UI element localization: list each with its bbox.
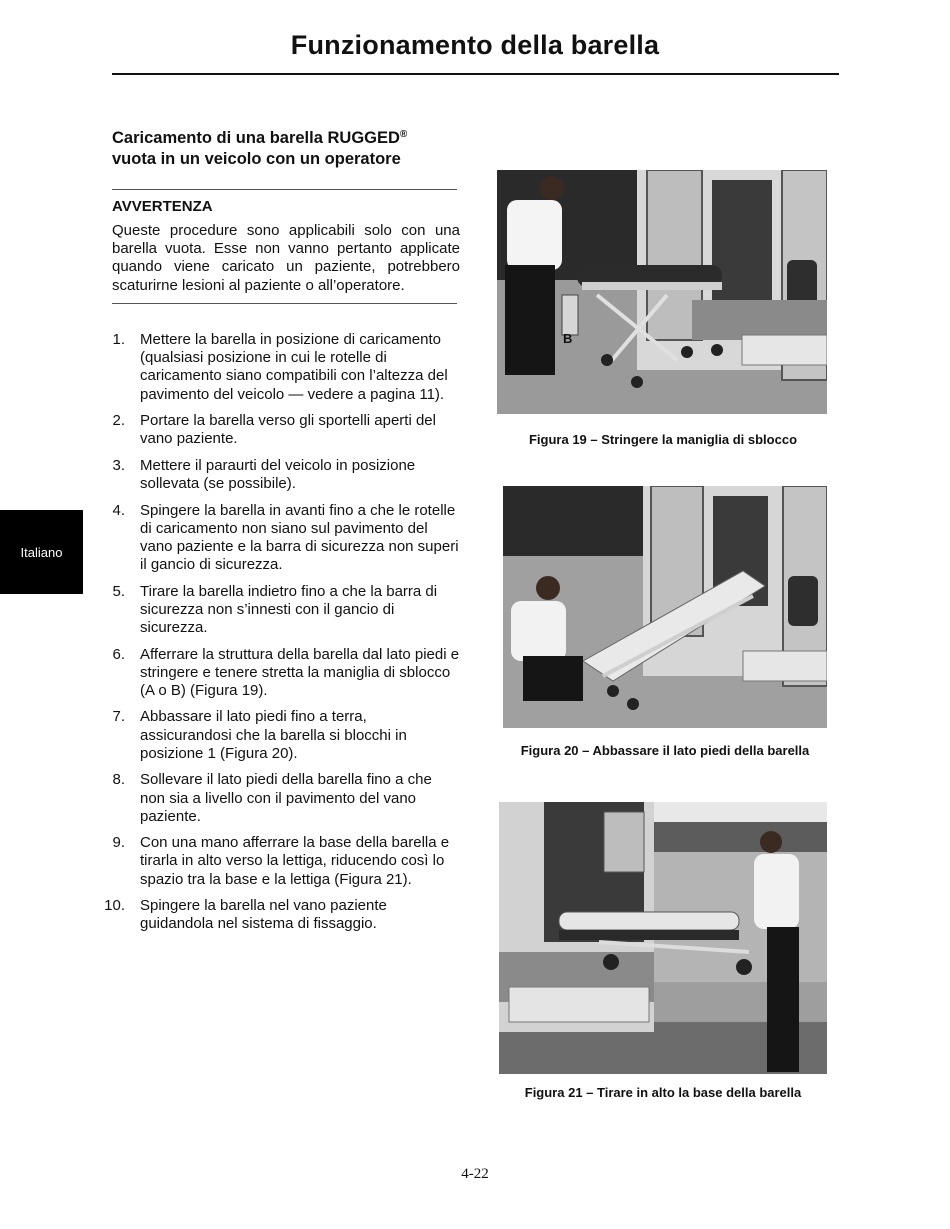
- step-number: 8.: [112, 771, 125, 789]
- figure-19-illustration: [497, 170, 827, 414]
- figure-20-illustration: [503, 486, 827, 728]
- figure-20-caption: Figura 20 – Abbassare il lato piedi della barella: [520, 743, 810, 758]
- step-item: [100, 708, 460, 763]
- figure-21-photo: [499, 802, 827, 1074]
- step-item: [100, 502, 460, 575]
- language-tab: [0, 510, 83, 594]
- step-text: Mettere il paraurti del veicolo in posizione sollevata (se possibile).: [140, 456, 416, 493]
- step-number: 10.: [104, 897, 125, 915]
- step-item: [100, 583, 460, 638]
- step-text: Spingere la barella in avanti fino a che le rotelle di caricamento non siano sul pavimento del vano paziente e la barra di sicurezza non superi il gancio di sicurezza.: [140, 501, 459, 574]
- figure-19-caption: Figura 19 – Stringere la maniglia di sblocco: [528, 432, 798, 447]
- warning-rule-top: [112, 189, 457, 190]
- step-number: 9.: [112, 834, 125, 852]
- language-tab-label: Italiano: [20, 544, 63, 560]
- warning-text: Queste procedure sono applicabili solo con una barella vuota. Esse non vanno pertanto applicate quando viene caricato un paziente, potrebbero scaturirne lesioni al paziente o all’operatore.: [112, 222, 460, 294]
- step-item: [100, 331, 460, 404]
- step-text: Tirare la barella indietro fino a che la barra di sicurezza non s’innesti con il gancio di sicurezza.: [140, 582, 438, 637]
- procedure-steps: [100, 331, 460, 942]
- figure-19-label-b: B: [563, 331, 573, 346]
- step-number: 3.: [112, 456, 125, 474]
- section-heading: [112, 124, 462, 170]
- section-heading-line1: Caricamento di una barella RUGGED: [112, 129, 400, 147]
- step-number: 5.: [112, 582, 125, 600]
- warning-rule-bottom: [112, 303, 457, 304]
- figure-21-illustration: [499, 802, 827, 1074]
- step-item: [100, 457, 460, 493]
- figure-19-photo: [497, 170, 827, 414]
- step-text: Afferrare la struttura della barella dal lato piedi e stringere e tenere stretta la maniglia di sblocco (A o B) (Figura 19).: [140, 645, 460, 699]
- warning-title: AVVERTENZA: [112, 198, 213, 215]
- step-text: Con una mano afferrare la base della barella e tirarla in alto verso la lettiga, riducendo così lo spazio tra la base e la lettiga (Figura 21).: [140, 834, 450, 888]
- step-text: Sollevare il lato piedi della barella fino a che non sia a livello con il pavimento del vano paziente.: [140, 771, 432, 825]
- step-number: 4.: [112, 501, 125, 519]
- step-item: [100, 412, 460, 448]
- figure-20-photo: [503, 486, 827, 728]
- title-rule: [112, 73, 839, 75]
- section-heading-line2: vuota in un veicolo con un operatore: [112, 150, 401, 168]
- step-text: Spingere la barella nel vano paziente guidandola nel sistema di fissaggio.: [140, 897, 387, 933]
- page-title: Funzionamento della barella: [290, 30, 660, 60]
- step-text: Mettere la barella in posizione di caricamento (qualsiasi posizione in cui le rotelle di caricamento siano compatibili con l’altezza del pavimento del veicolo — vedere a pagina 11).: [140, 331, 448, 403]
- step-item: [100, 834, 460, 889]
- step-number: 2.: [112, 412, 125, 430]
- step-item: [100, 897, 460, 933]
- step-number: 6.: [112, 645, 125, 663]
- figure-21-caption: Figura 21 – Tirare in alto la base della barella: [524, 1085, 802, 1100]
- step-number: 1.: [112, 331, 125, 348]
- step-item: [100, 646, 460, 701]
- step-text: Abbassare il lato piedi fino a terra, assicurandosi che la barella si blocchi in posizione 1 (Figura 20).: [140, 708, 407, 762]
- registered-mark: ®: [399, 129, 408, 140]
- step-number: 7.: [112, 708, 125, 726]
- step-text: Portare la barella verso gli sportelli aperti del vano paziente.: [140, 412, 436, 448]
- page-number: 4-22: [461, 1166, 489, 1182]
- step-item: [100, 771, 460, 826]
